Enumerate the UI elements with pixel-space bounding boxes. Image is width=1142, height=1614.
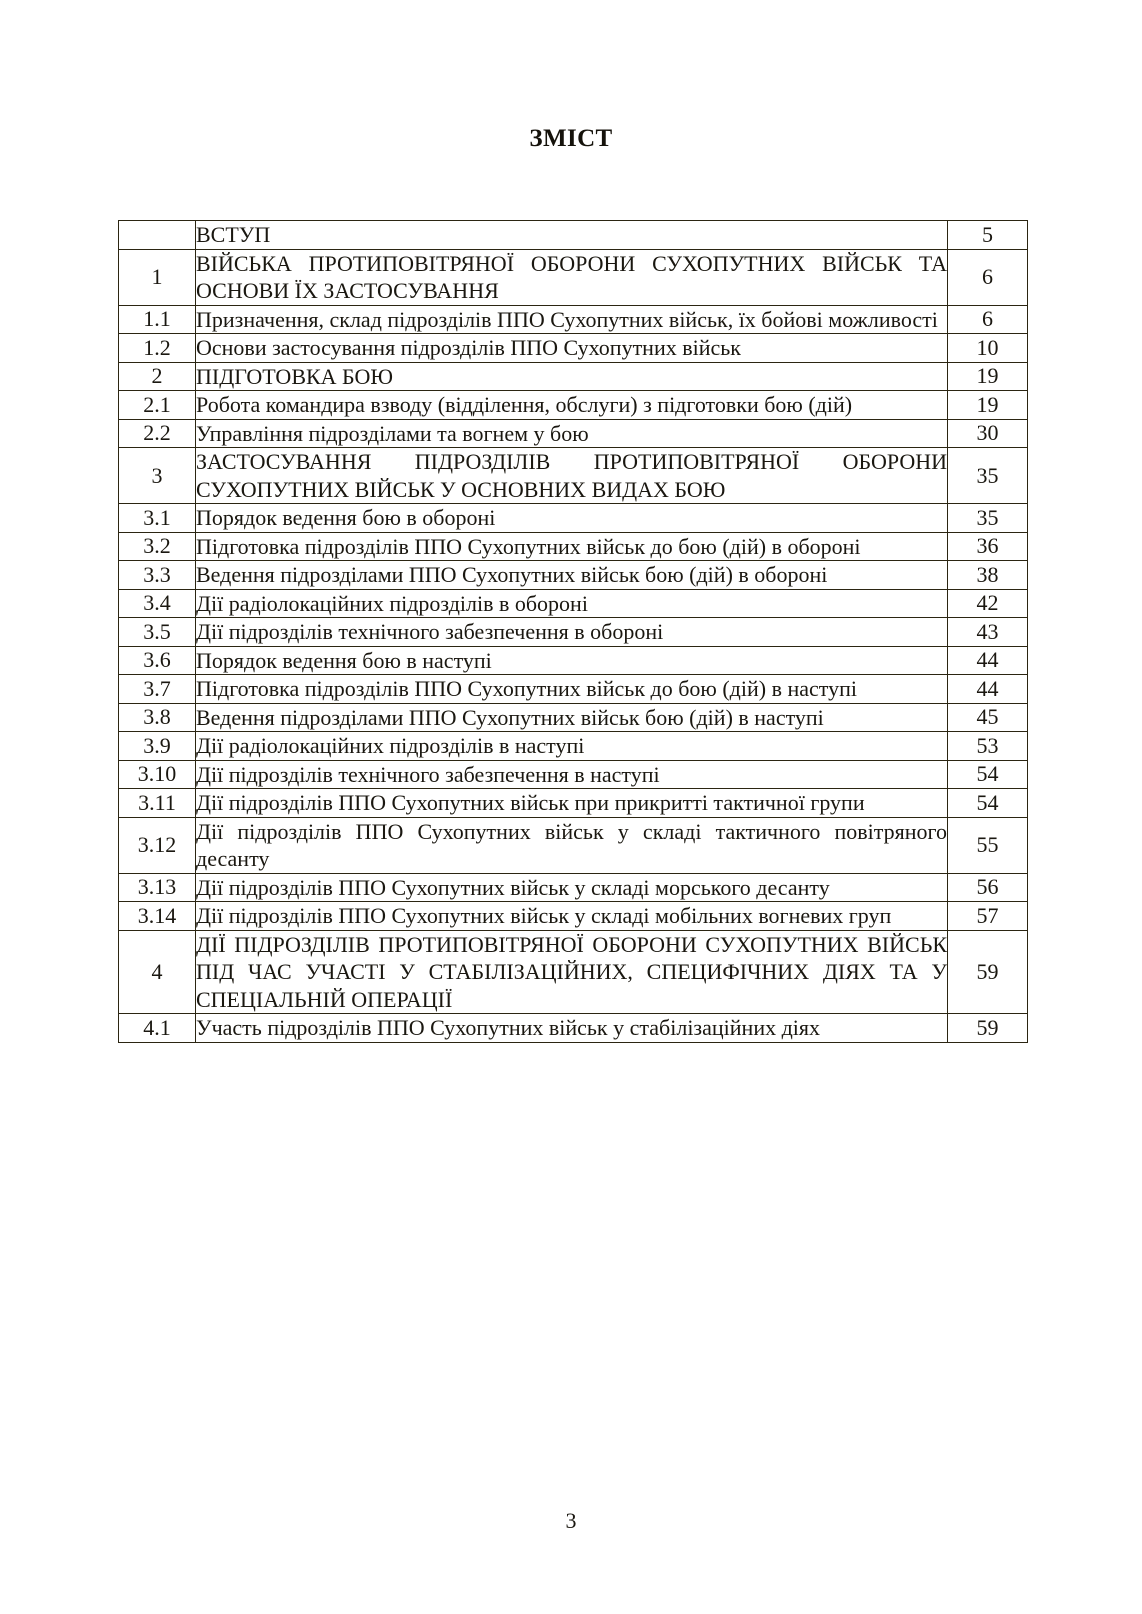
- toc-row-page: 54: [948, 789, 1028, 818]
- toc-row-title[interactable]: Порядок ведення бою в наступі: [196, 646, 948, 675]
- table-row: [119, 732, 1028, 761]
- table-row: [119, 362, 1028, 391]
- toc-row-page: 35: [948, 504, 1028, 533]
- toc-row-title[interactable]: ДІЇ ПІДРОЗДІЛІВ ПРОТИПОВІТРЯНОЇ ОБОРОНИ СУХОПУТНИХ ВІЙСЬК ПІД ЧАС УЧАСТІ У СТАБІЛІЗАЦІЙНИХ, СПЕЦИФІЧНИХ ДІЯХ ТА У СПЕЦІАЛЬНІЙ ОПЕРАЦІЇ: [196, 931, 947, 1012]
- toc-row-title[interactable]: Порядок ведення бою в обороні: [196, 504, 948, 533]
- toc-row-page: 59: [948, 1014, 1028, 1043]
- toc-row-number: 1.1: [119, 305, 196, 334]
- table-row: [119, 391, 1028, 420]
- toc-row-number: 4: [119, 930, 196, 1014]
- toc-row-page: 42: [948, 589, 1028, 618]
- toc-row-number: 3.6: [119, 646, 196, 675]
- toc-row-number: 2.1: [119, 391, 196, 420]
- toc-row-page: 30: [948, 419, 1028, 448]
- table-row: [119, 817, 1028, 873]
- toc-row-number: 3: [119, 448, 196, 504]
- table-row: [119, 221, 1028, 250]
- page-number: 3: [565, 1508, 577, 1533]
- toc-row-page: 44: [948, 675, 1028, 704]
- toc-row-title[interactable]: Управління підрозділами та вогнем у бою: [196, 419, 948, 448]
- toc-row-number: [119, 221, 196, 250]
- toc-row-number: 3.9: [119, 732, 196, 761]
- toc-row-title[interactable]: Дії підрозділів ППО Сухопутних військ у складі мобільних вогневих груп: [196, 902, 948, 931]
- toc-row-number: 3.8: [119, 703, 196, 732]
- toc-row-page: 55: [948, 817, 1028, 873]
- table-row: [119, 419, 1028, 448]
- table-of-contents: [118, 220, 1027, 1043]
- toc-row-title[interactable]: Дії підрозділів технічного забезпечення в наступі: [196, 760, 948, 789]
- table-row: [119, 532, 1028, 561]
- table-row: [119, 448, 1028, 504]
- table-row: [119, 589, 1028, 618]
- toc-row-number: 3.11: [119, 789, 196, 818]
- toc-table-body: [119, 221, 1028, 1043]
- toc-row-number: 3.10: [119, 760, 196, 789]
- toc-row-page: 10: [948, 334, 1028, 363]
- toc-row-number: 2: [119, 362, 196, 391]
- table-row: [119, 675, 1028, 704]
- toc-row-title[interactable]: Ведення підрозділами ППО Сухопутних військ бою (дій) в наступі: [196, 703, 948, 732]
- toc-row-page: 54: [948, 760, 1028, 789]
- toc-table: [118, 220, 1028, 1043]
- toc-row-title[interactable]: ВІЙСЬКА ПРОТИПОВІТРЯНОЇ ОБОРОНИ СУХОПУТНИХ ВІЙСЬК ТА ОСНОВИ ЇХ ЗАСТОСУВАННЯ: [196, 250, 947, 303]
- toc-row-page: 53: [948, 732, 1028, 761]
- toc-row-page: 44: [948, 646, 1028, 675]
- table-row: [119, 334, 1028, 363]
- toc-row-page: 43: [948, 618, 1028, 647]
- toc-row-page: 45: [948, 703, 1028, 732]
- toc-row-page: 57: [948, 902, 1028, 931]
- page-title: ЗМІСТ: [529, 125, 613, 152]
- table-row: [119, 703, 1028, 732]
- toc-row-number: 4.1: [119, 1014, 196, 1043]
- toc-row-number: 3.5: [119, 618, 196, 647]
- toc-row-page: 56: [948, 873, 1028, 902]
- toc-row-title[interactable]: Дії радіолокаційних підрозділів в обороні: [196, 589, 948, 618]
- table-row: [119, 646, 1028, 675]
- table-row: [119, 873, 1028, 902]
- toc-row-page: 6: [948, 305, 1028, 334]
- toc-row-number: 3.3: [119, 561, 196, 590]
- toc-row-title[interactable]: Дії підрозділів технічного забезпечення в обороні: [196, 618, 948, 647]
- toc-row-number: 1: [119, 249, 196, 305]
- toc-row-number: 3.12: [119, 817, 196, 873]
- toc-row-page: 6: [948, 249, 1028, 305]
- toc-row-title[interactable]: ВСТУП: [196, 221, 948, 250]
- table-row: [119, 561, 1028, 590]
- table-row: [119, 930, 1028, 1014]
- toc-row-page: 35: [948, 448, 1028, 504]
- table-row: [119, 504, 1028, 533]
- table-row: [119, 1014, 1028, 1043]
- toc-row-title[interactable]: Дії підрозділів ППО Сухопутних військ у складі тактичного повітряного десанту: [196, 818, 947, 871]
- toc-row-title[interactable]: Дії підрозділів ППО Сухопутних військ при прикритті тактичної групи: [196, 789, 948, 818]
- toc-row-page: 19: [948, 362, 1028, 391]
- table-row: [119, 789, 1028, 818]
- toc-row-title[interactable]: Робота командира взводу (відділення, обслуги) з підготовки бою (дій): [196, 391, 948, 420]
- toc-row-title[interactable]: Основи застосування підрозділів ППО Сухопутних військ: [196, 334, 948, 363]
- table-row: [119, 902, 1028, 931]
- toc-row-number: 3.7: [119, 675, 196, 704]
- toc-row-title[interactable]: Підготовка підрозділів ППО Сухопутних військ до бою (дій) в обороні: [196, 532, 948, 561]
- toc-row-title[interactable]: Призначення, склад підрозділів ППО Сухопутних військ, їх бойові можливості: [196, 305, 948, 334]
- toc-row-page: 5: [948, 221, 1028, 250]
- toc-row-title[interactable]: Участь підрозділів ППО Сухопутних військ у стабілізаційних діях: [196, 1014, 948, 1043]
- toc-row-title[interactable]: ПІДГОТОВКА БОЮ: [196, 362, 948, 391]
- toc-row-title[interactable]: Дії підрозділів ППО Сухопутних військ у складі морського десанту: [196, 873, 948, 902]
- toc-row-number: 3.2: [119, 532, 196, 561]
- toc-row-number: 1.2: [119, 334, 196, 363]
- toc-row-title[interactable]: ЗАСТОСУВАННЯ ПІДРОЗДІЛІВ ПРОТИПОВІТРЯНОЇ ОБОРОНИ СУХОПУТНИХ ВІЙСЬК У ОСНОВНИХ ВИДАХ БОЮ: [196, 449, 947, 502]
- toc-row-number: 3.14: [119, 902, 196, 931]
- toc-row-page: 59: [948, 930, 1028, 1014]
- table-row: [119, 305, 1028, 334]
- toc-row-number: 2.2: [119, 419, 196, 448]
- table-row: [119, 760, 1028, 789]
- table-row: [119, 249, 1028, 305]
- toc-row-title[interactable]: Підготовка підрозділів ППО Сухопутних військ до бою (дій) в наступі: [196, 675, 948, 704]
- toc-row-title[interactable]: Ведення підрозділами ППО Сухопутних військ бою (дій) в обороні: [196, 561, 948, 590]
- table-row: [119, 618, 1028, 647]
- toc-row-page: 36: [948, 532, 1028, 561]
- toc-row-number: 3.1: [119, 504, 196, 533]
- toc-row-number: 3.4: [119, 589, 196, 618]
- toc-row-number: 3.13: [119, 873, 196, 902]
- toc-row-title[interactable]: Дії радіолокаційних підрозділів в наступі: [196, 732, 948, 761]
- toc-row-page: 38: [948, 561, 1028, 590]
- toc-row-page: 19: [948, 391, 1028, 420]
